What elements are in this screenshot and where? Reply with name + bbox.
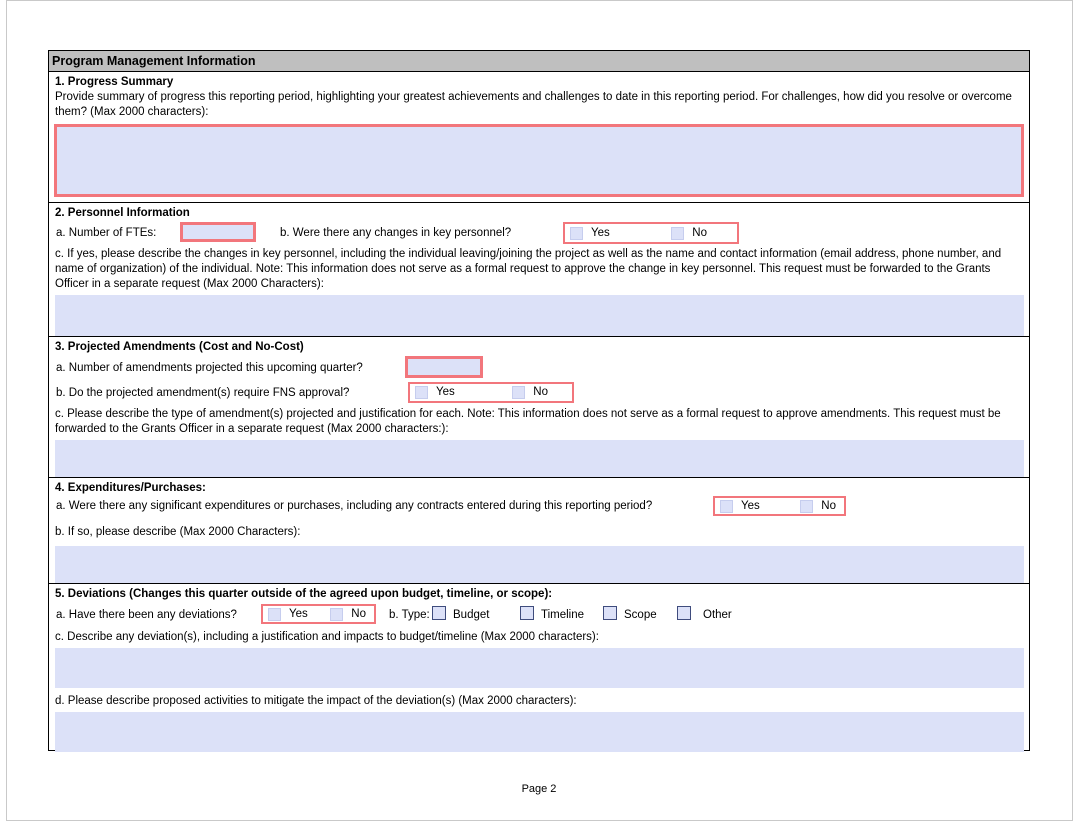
deviations-no-option[interactable] (330, 608, 366, 621)
ftes-label: a. Number of FTEs: (56, 227, 157, 239)
no-label: No (821, 499, 836, 512)
key-personnel-no-checkbox[interactable] (671, 227, 684, 240)
key-personnel-yes-option[interactable] (570, 227, 610, 240)
deviations-no-checkbox[interactable] (330, 608, 343, 621)
expenditures-question-label: a. Were there any significant expenditures or purchases, including any contracts entered during this reporting period? (56, 500, 653, 512)
deviations-describe-label: c. Describe any deviation(s), including a justification and impacts to budget/timeline (Max 2000 characters): (55, 631, 599, 643)
amendments-describe-label: c. Please describe the type of amendment(s) projected and justification for each. Note: This information does not serve as a formal request to approve amendments. This request must be forwarded to the Grants Officer in a separate request (Max 2000 characters:): (55, 408, 1001, 435)
amendments-count-input[interactable] (405, 356, 483, 378)
personnel-describe-textarea[interactable] (55, 295, 1024, 336)
section-projected-amendments (49, 337, 1029, 478)
deviations-mitigate-textarea[interactable] (55, 712, 1024, 752)
progress-summary-title: 1. Progress Summary (55, 76, 174, 88)
progress-summary-description: Provide summary of progress this reporting period, highlighting your greatest achievements and challenges to date in this reporting period. For challenges, how did you resolve or overcome them? (Max 2000 characters): (55, 91, 1012, 118)
deviation-type-timeline-checkbox[interactable] (520, 606, 534, 620)
expenditures-no-checkbox[interactable] (800, 500, 813, 513)
expenditures-yesno-group (713, 496, 846, 516)
deviations-describe-textarea[interactable] (55, 648, 1024, 688)
expenditures-title: 4. Expenditures/Purchases: (55, 482, 206, 494)
yes-label: Yes (591, 226, 610, 239)
amendments-count-label: a. Number of amendments projected this upcoming quarter? (56, 362, 363, 374)
deviations-yes-checkbox[interactable] (268, 608, 281, 621)
deviations-title: 5. Deviations (Changes this quarter outside of the agreed upon budget, timeline, or scope): (55, 588, 553, 600)
section-personnel-information (49, 203, 1029, 337)
deviation-type-other-label: Other (703, 609, 732, 621)
section-progress-summary (49, 72, 1029, 203)
expenditures-describe-label: b. If so, please describe (Max 2000 Characters): (55, 526, 301, 538)
amendments-describe-textarea[interactable] (55, 440, 1024, 477)
fns-approval-yes-checkbox[interactable] (415, 386, 428, 399)
expenditures-yes-option[interactable] (720, 500, 760, 513)
deviation-type-budget-checkbox[interactable] (432, 606, 446, 620)
fns-approval-question-label: b. Do the projected amendment(s) require FNS approval? (56, 387, 350, 399)
deviation-type-scope-checkbox[interactable] (603, 606, 617, 620)
deviation-type-scope-label: Scope (624, 609, 657, 621)
key-personnel-yesno-group (563, 222, 739, 244)
program-management-form (48, 50, 1030, 751)
personnel-describe-label: c. If yes, please describe the changes in key personnel, including the individual leaving/joining the project as well as the name and contact information (email address, phone number, and name of organization) of the individual. Note: This information does not serve as a formal request to approve the change in key personnel. This request must be forwarded to the Grants Officer in a separate request (Max 2000 Characters): (55, 248, 1002, 290)
form-section-header: Program Management Information (49, 51, 1029, 72)
no-label: No (692, 226, 707, 239)
key-personnel-yes-checkbox[interactable] (570, 227, 583, 240)
fns-approval-yes-option[interactable] (415, 386, 455, 399)
deviation-type-timeline-label: Timeline (541, 609, 585, 621)
expenditures-describe-textarea[interactable] (55, 546, 1024, 583)
no-label: No (533, 386, 548, 398)
section-expenditures-purchases (49, 478, 1029, 584)
page-number: Page 2 (521, 783, 557, 795)
expenditures-no-option[interactable] (800, 500, 836, 513)
deviations-mitigate-label: d. Please describe proposed activities to mitigate the impact of the deviation(s) (Max 2000 characters): (55, 695, 577, 707)
yes-label: Yes (436, 386, 455, 398)
yes-label: Yes (741, 499, 760, 512)
fns-approval-no-checkbox[interactable] (512, 386, 525, 399)
section-deviations (49, 584, 1029, 752)
deviation-type-other-checkbox[interactable] (677, 606, 691, 620)
key-personnel-no-option[interactable] (671, 227, 707, 240)
deviations-yesno-group (261, 604, 376, 624)
no-label: No (351, 607, 366, 620)
expenditures-yes-checkbox[interactable] (720, 500, 733, 513)
deviation-type-budget-label: Budget (453, 609, 490, 621)
ftes-input[interactable] (180, 222, 256, 242)
fns-approval-no-option[interactable] (512, 386, 548, 399)
yes-label: Yes (289, 607, 308, 620)
deviations-question-label: a. Have there been any deviations? (56, 609, 237, 621)
deviations-yes-option[interactable] (268, 608, 308, 621)
projected-amendments-title: 3. Projected Amendments (Cost and No-Cost) (55, 341, 304, 353)
key-personnel-question-label: b. Were there any changes in key personnel? (280, 227, 512, 239)
fns-approval-yesno-group (408, 382, 574, 403)
progress-summary-textarea[interactable] (54, 124, 1024, 197)
personnel-information-title: 2. Personnel Information (55, 207, 190, 219)
deviation-type-label: b. Type: (389, 609, 430, 621)
